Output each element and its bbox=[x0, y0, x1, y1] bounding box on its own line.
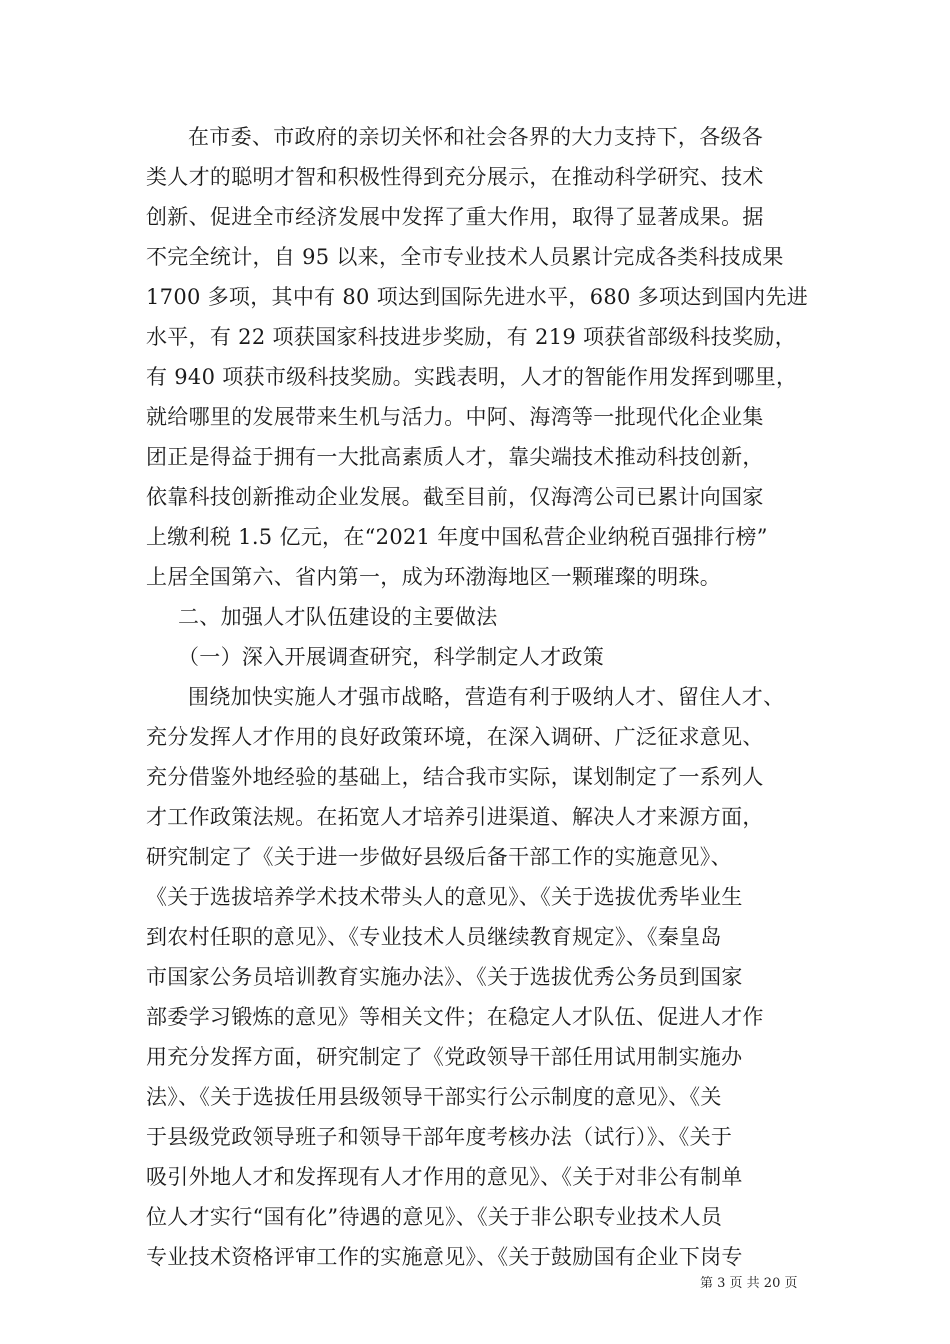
paragraph-line: 《关于选拔培养学术技术带头人的意见》、《关于选拔优秀毕业生 bbox=[146, 885, 743, 909]
paragraph-line: 上缴利税 1.5 亿元，在“2021 年度中国私营企业纳税百强排行榜” bbox=[146, 525, 768, 549]
paragraph-line: 研究制定了《关于进一步做好县级后备干部工作的实施意见》、 bbox=[146, 845, 732, 869]
paragraph-line: 创新、促进全市经济发展中发挥了重大作用，取得了显著成果。据 bbox=[146, 205, 764, 229]
paragraph-line: 团正是得益于拥有一大批高素质人才，靠尖端技术推动科技创新， bbox=[146, 445, 764, 469]
paragraph-line: 充分借鉴外地经验的基础上，结合我市实际，谋划制定了一系列人 bbox=[146, 765, 764, 789]
paragraph-line: 上居全国第六、省内第一，成为环渤海地区一颗璀璨的明珠。 bbox=[146, 565, 722, 589]
paragraph-line: 位人才实行“国有化”待遇的意见》、《关于非公职专业技术人员 bbox=[146, 1205, 723, 1229]
paragraph-line: 就给哪里的发展带来生机与活力。中阿、海湾等一批现代化企业集 bbox=[146, 405, 764, 429]
paragraph-line: 水平，有 22 项获国家科技进步奖励，有 219 项获省部级科技奖励， bbox=[146, 325, 797, 349]
paragraph-line: 在市委、市政府的亲切关怀和社会各界的大力支持下，各级各 bbox=[188, 125, 764, 149]
paragraph-line: 法》、《关于选拔任用县级领导干部实行公示制度的意见》、《关 bbox=[146, 1085, 722, 1109]
paragraph-line: 市国家公务员培训教育实施办法》、《关于选拔优秀公务员到国家 bbox=[146, 965, 743, 989]
paragraph-line: 有 940 项获市级科技奖励。实践表明，人才的智能作用发挥到哪里， bbox=[146, 365, 798, 389]
paragraph-line: 于县级党政领导班子和领导干部年度考核办法（试行）》、《关于 bbox=[146, 1125, 733, 1149]
paragraph-line: 部委学习锻炼的意见》等相关文件；在稳定人才队伍、促进人才作 bbox=[146, 1005, 764, 1029]
paragraph-line: 不完全统计，自 95 以来，全市专业技术人员累计完成各类科技成果 bbox=[146, 245, 784, 269]
body-text bbox=[146, 117, 808, 1277]
paragraph-line: 1700 多项，其中有 80 项达到国际先进水平，680 多项达到国内先进 bbox=[146, 285, 809, 309]
paragraph-line: 依靠科技创新推动企业发展。截至目前，仅海湾公司已累计向国家 bbox=[146, 485, 764, 509]
paragraph-line: 才工作政策法规。在拓宽人才培养引进渠道、解决人才来源方面， bbox=[146, 805, 764, 829]
paragraph-line: 类人才的聪明才智和积极性得到充分展示，在推动科学研究、技术 bbox=[146, 165, 764, 189]
paragraph-line: 围绕加快实施人才强市战略，营造有利于吸纳人才、留住人才、 bbox=[188, 685, 785, 709]
section-heading: 二、加强人才队伍建设的主要做法 bbox=[178, 605, 498, 629]
subsection-heading: （一）深入开展调查研究，科学制定人才政策 bbox=[178, 645, 604, 669]
paragraph-line: 专业技术资格评审工作的实施意见》、《关于鼓励国有企业下岗专 bbox=[146, 1245, 743, 1269]
paragraph-line: 吸引外地人才和发挥现有人才作用的意见》、《关于对非公有制单 bbox=[146, 1165, 743, 1189]
page-number-footer: 第 3 页 共 20 页 bbox=[700, 1276, 798, 1291]
paragraph-line: 到农村任职的意见》、《专业技术人员继续教育规定》、《秦皇岛 bbox=[146, 925, 722, 949]
paragraph-line: 用充分发挥方面，研究制定了《党政领导干部任用试用制实施办 bbox=[146, 1045, 743, 1069]
paragraph-line: 充分发挥人才作用的良好政策环境，在深入调研、广泛征求意见、 bbox=[146, 725, 764, 749]
